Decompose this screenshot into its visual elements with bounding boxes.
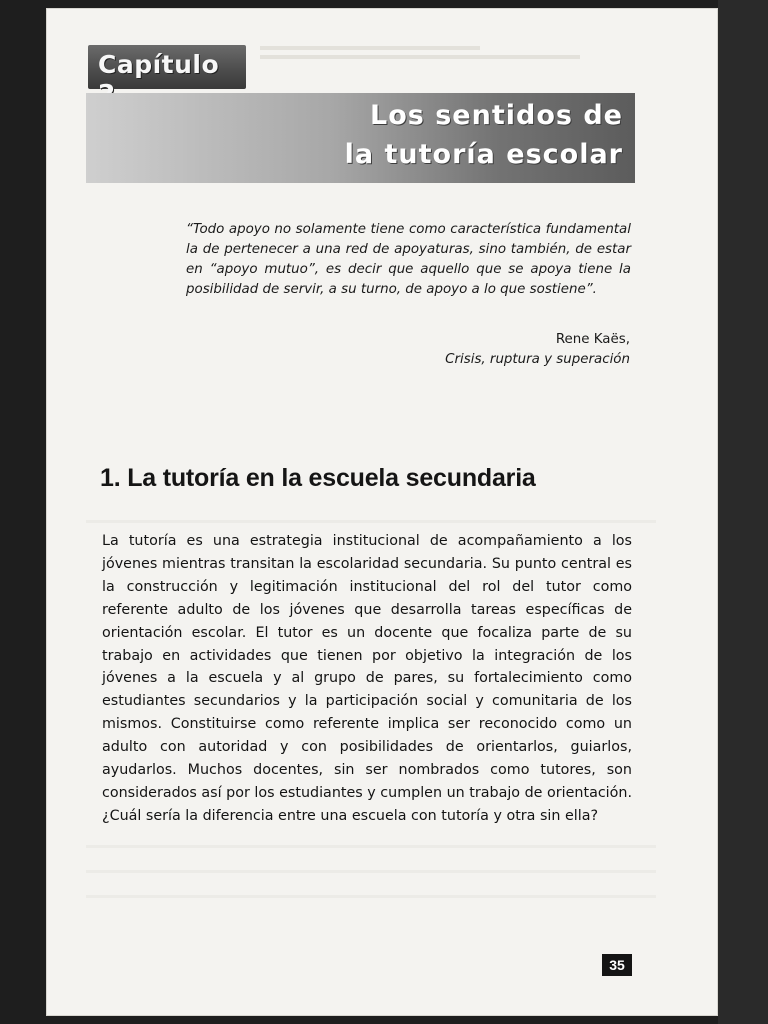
chapter-title-line-2: la tutoría escolar	[344, 139, 623, 170]
bleed-through-line	[86, 870, 656, 873]
body-paragraph: La tutoría es una estrategia institucional de acompañamiento a los jóvenes mientras transitan la escolaridad secundaria. Su punto central es la construcción y legitimación institucional del rol del tutor como referente adulto de los jóvenes que desarrolla tareas específicas de orientación escolar. El tutor es un docente que focaliza parte de su trabajo en actividades que tienen por objetivo la integración de los jóvenes a la escuela y al grupo de pares, su fortalecimiento como estudiantes secundarios y la participación social y comunitaria de los mismos. Constituirse como referente implica ser reconocido como un adulto con autoridad y con posibilidades de orientarlos, guiarlos, ayudarlos. Muchos docentes, sin ser nombrados como tutores, son considerados así por los estudiantes y cumplen un trabajo de orientación. ¿Cuál sería la diferencia entre una escuela con tutoría y otra sin ella?	[102, 533, 633, 824]
epigraph-author: Rene Kaës,	[555, 332, 630, 347]
epigraph-quote: “Todo apoyo no solamente tiene como característica fundamental la de pertenecer a una red de apoyaturas, sino también, de estar en “apoyo mutuo”, es decir que aquello que se apoya tiene la posibilidad de servir, a su turno, de apoyo a lo que sostiene”.	[186, 222, 631, 297]
bleed-through-line	[86, 895, 656, 898]
bleed-through-line	[86, 520, 656, 523]
bleed-through-text	[260, 46, 660, 76]
section-body	[102, 530, 632, 828]
epigraph-attribution	[330, 330, 630, 370]
chapter-tag	[88, 45, 246, 89]
page-edge-shadow	[718, 0, 768, 1024]
chapter-tag-label: Capítulo	[98, 50, 220, 79]
chapter-title-line-1: Los sentidos de	[370, 100, 623, 131]
chapter-title-banner	[86, 93, 635, 183]
page-number: 35	[602, 954, 632, 976]
epigraph-book-title: Crisis, ruptura y superación	[445, 352, 630, 367]
bleed-through-line	[86, 845, 656, 848]
section-heading: 1. La tutoría en la escuela secundaria	[100, 464, 536, 492]
